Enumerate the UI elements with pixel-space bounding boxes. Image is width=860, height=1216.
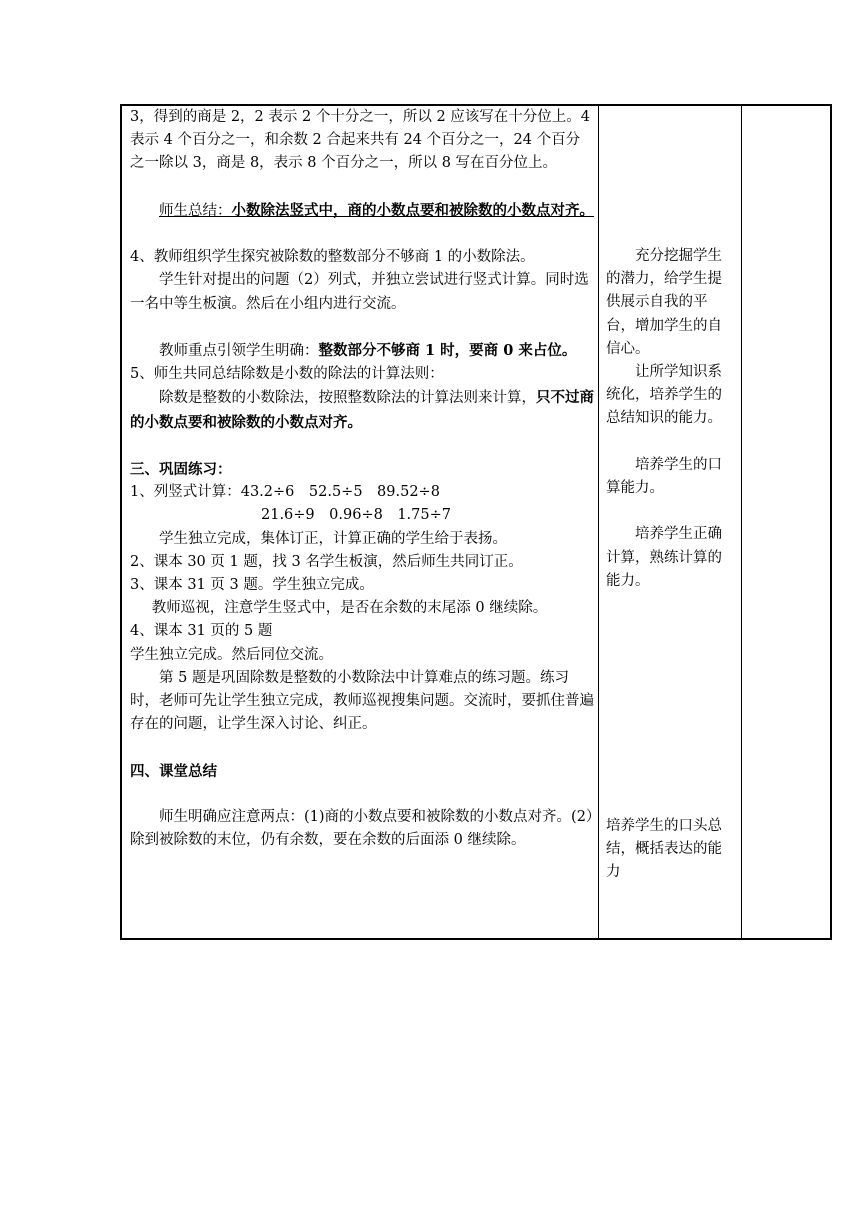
- exercise-line: 4、课本 31 页的 5 题: [130, 623, 273, 640]
- rule-prefix: 除数是整数的小数除法，按照整数除法的计算法则来计算，: [159, 390, 536, 407]
- exercise-line: 3、课本 31 页 3 题。学生独立完成。: [130, 577, 374, 593]
- exercise-line: 21.6÷9 0.96÷8 1.75÷7: [261, 507, 451, 524]
- summary-prefix: 师生总结：: [159, 202, 232, 219]
- paragraph: 师生明确应注意两点：(1)商的小数点要和被除数的小数点对齐。(2）除到被除数的末位，仍有余数，要在余数的后面添 0 继续除。: [130, 809, 594, 849]
- rule-bold: 只不过商的小数点要和被除数的小数点对齐。: [130, 389, 594, 431]
- paragraph: 3，得到的商是 2，2 表示 2 个十分之一，所以 2 应该写在十分位上。4 表示 4 个百分之一，和余数 2 合起来共有 24 个百分之一，24 个百分之一除以 3，商是 8，表示 8 个百分之一，所以 8 写在百分位上。: [130, 109, 591, 172]
- lesson-table: [120, 104, 832, 940]
- summary-bold: 小数除法竖式中，商的小数点要和被除数的小数点对齐。: [231, 201, 594, 219]
- column-divider: [741, 106, 742, 938]
- note: 培养学生的口头总结，概括表达的能力: [606, 818, 722, 881]
- paragraph: 学生针对提出的问题（2）列式，并独立尝试进行竖式计算。同时选一名中等生板演。然后在小组内进行交流。: [130, 272, 589, 312]
- emphasis-prefix: 教师重点引领学生明确：: [159, 342, 319, 359]
- note: 培养学生正确计算，熟练计算的能力。: [606, 526, 722, 589]
- teacher-emphasis: [130, 339, 594, 363]
- paragraph: 第 5 题是巩固除数是整数的小数除法中计算难点的练习题。练习时，老师可先让学生独立完成，教师巡视搜集问题。交流时，要抓住普遍存在的问题，让学生深入讨论、纠正。: [130, 669, 594, 733]
- exercise-line: 2、课本 30 页 1 题，找 3 名学生板演，然后师生共同订正。: [130, 553, 523, 570]
- paragraph: 学生独立完成。然后同位交流。: [130, 646, 333, 663]
- emphasis-bold: 整数部分不够商 1 时，要商 0 来占位。: [318, 341, 577, 359]
- paragraph: 4、教师组织学生探究被除数的整数部分不够商 1 的小数除法。: [130, 249, 535, 266]
- rule-paragraph: [130, 386, 594, 434]
- exercise-line: 1、列竖式计算：43.2÷6 52.5÷5 89.52÷8: [130, 484, 440, 501]
- teaching-process-column: [130, 106, 594, 852]
- paragraph: 学生独立完成，集体订正，计算正确的学生给于表扬。: [159, 530, 507, 547]
- section-heading: 四、课堂总结: [130, 762, 217, 780]
- paragraph: 5、师生共同总结除数是小数的除法的计算法则：: [130, 366, 444, 383]
- teacher-summary: [130, 199, 594, 223]
- note: 培养学生的口算能力。: [606, 456, 722, 497]
- note: 让所学知识系统化，培养学生的总结知识的能力。: [606, 364, 722, 427]
- note: 充分挖掘学生的潜力，给学生提供展示自我的平台，增加学生的自信心。: [606, 248, 722, 357]
- paragraph: 教师巡视，注意学生竖式中，是否在余数的末尾添 0 继续除。: [151, 600, 548, 617]
- design-intent-column: [606, 106, 736, 885]
- column-divider: [598, 106, 599, 938]
- section-heading: 三、巩固练习：: [130, 460, 232, 478]
